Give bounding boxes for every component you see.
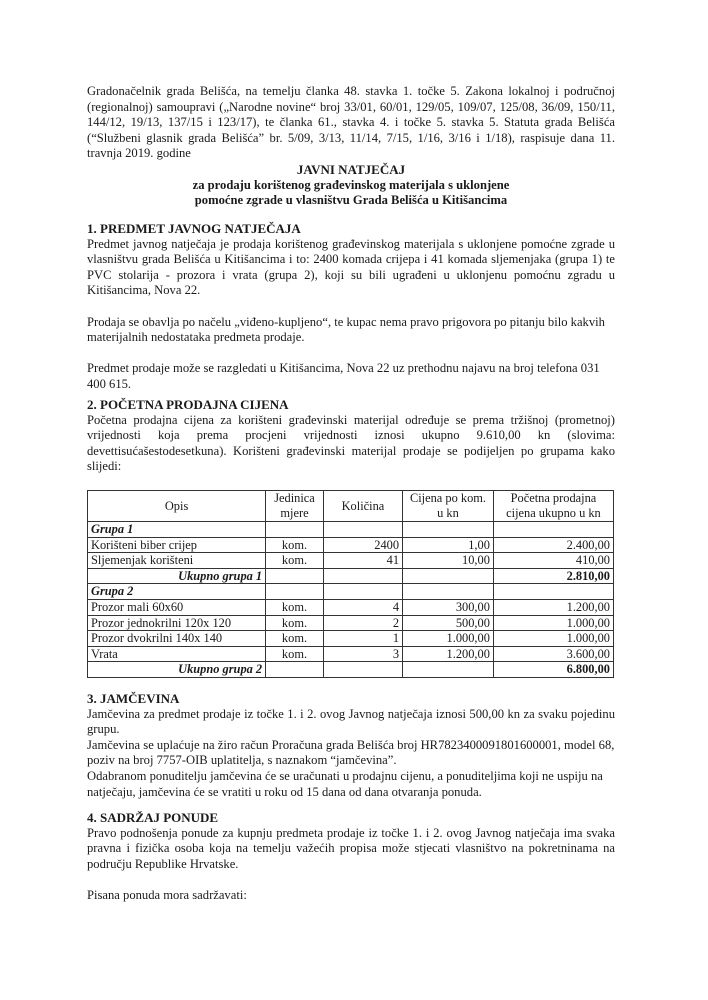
section-3-heading: 3. JAMČEVINA	[87, 691, 180, 706]
intro-paragraph: Gradonačelnik grada Belišća, na temelju članka 48. stavka 1. točke 5. Zakona lokalnoj i područnoj (regionalnoj) samoupravi („Narodne novine“ broj 33/01, 60/01, 129/05, 109/07, 125/08, 36/09, 150/11, 144/12, 19/13, 137/15 i 123/17), te članka 61., stavka 4. i točke 5. stavka 5. Statuta grada Belišća (“Službeni glasnik grada Belišća” br. 5/09, 3/13, 11/14, 7/15, 1/16, 3/16 i 1/18), raspisuje dana 11. travnja 2019. godine	[87, 84, 615, 161]
group-row	[88, 584, 614, 600]
section-1-heading: 1. PREDMET JAVNOG NATJEČAJA	[87, 221, 301, 236]
table-header-row	[88, 491, 614, 522]
cell-jm: kom.	[266, 599, 324, 615]
total-label: Ukupno grupa 1	[88, 568, 266, 584]
title-subtitle-line1: za prodaju korištenog građevinskog materijala s uklonjene	[192, 177, 510, 192]
cell-opis: Prozor dvokrilni 140x 140	[88, 631, 266, 647]
cell-kolicina: 1	[323, 631, 402, 647]
section-2-heading: 2. POČETNA PRODAJNA CIJENA	[87, 397, 289, 412]
cell-cijena: 1,00	[403, 537, 494, 553]
cell-opis: Vrata	[88, 646, 266, 662]
section-4-paragraph-2: Pisana ponuda mora sadržavati:	[87, 887, 247, 902]
cell-ukupno: 3.600,00	[493, 646, 613, 662]
cell-opis: Sljemenjak korišteni	[88, 553, 266, 569]
cell-opis: Prozor jednokrilni 120x 120	[88, 615, 266, 631]
table-row	[88, 615, 614, 631]
cell-ukupno: 1.000,00	[493, 615, 613, 631]
section-4	[87, 810, 615, 904]
cell-kolicina: 3	[323, 646, 402, 662]
cell-jm: kom.	[266, 615, 324, 631]
title-main: JAVNI NATJEČAJ	[296, 162, 406, 177]
group-label: Grupa 1	[88, 522, 266, 538]
cell-opis: Korišteni biber crijep	[88, 537, 266, 553]
cell-jm: kom.	[266, 646, 324, 662]
cell-jm: kom.	[266, 537, 324, 553]
group-row	[88, 522, 614, 538]
total-label: Ukupno grupa 2	[88, 662, 266, 678]
section-1-paragraph-2: Prodaja se obavlja po načelu „viđeno-kupljeno“, te kupac nema pravo prigovora po pitanju bilo kakvih materijalnih nedostataka predmeta prodaje.	[87, 314, 605, 345]
cell-ukupno: 410,00	[493, 553, 613, 569]
cell-ukupno: 2.400,00	[493, 537, 613, 553]
cell-cijena: 1.000,00	[403, 631, 494, 647]
cell-cijena: 300,00	[403, 599, 494, 615]
cell-kolicina: 4	[323, 599, 402, 615]
col-header-kolicina: Količina	[323, 491, 402, 522]
group-label: Grupa 2	[88, 584, 266, 600]
cell-kolicina: 41	[323, 553, 402, 569]
section-3-paragraph-2: Jamčevina se uplaćuje na žiro račun Proračuna grada Belišća broj HR7823400091801600001, model 68, poziv na broj 7757-OIB uplatitelja, s naznakom “jamčevina”.	[87, 737, 615, 768]
section-4-heading: 4. SADRŽAJ PONUDE	[87, 810, 219, 825]
total-value: 2.810,00	[493, 568, 613, 584]
section-1	[87, 221, 615, 393]
section-1-paragraph-1: Predmet javnog natječaja je prodaja korištenog građevinskog materijala s uklonjene pomoćne zgrade u vlasništvu grada Belišća u Kitišancima i to: 2400 komada crijepa i 41 komada sljemenjaka (grupa 1) te PVC stolarija - prozora i vrata (grupa 2), koji su bili ugrađeni u uklonjenu pomoćnu zgradu u Kitišancima, Nova 22.	[87, 236, 615, 298]
cell-cijena: 500,00	[403, 615, 494, 631]
cell-cijena: 1.200,00	[403, 646, 494, 662]
table-row	[88, 553, 614, 569]
col-header-opis: Opis	[88, 491, 266, 522]
table-row	[88, 631, 614, 647]
col-header-jedinica: Jedinica mjere	[266, 491, 324, 522]
section-1-paragraph-3: Predmet prodaje može se razgledati u Kitišancima, Nova 22 uz prethodnu najavu na broj telefona 031 400 615.	[87, 361, 600, 391]
cell-cijena: 10,00	[403, 553, 494, 569]
total-row	[88, 662, 614, 678]
title-subtitle-line2: pomoćne zgrade u vlasništvu Grada Belišća u Kitišancima	[194, 193, 508, 207]
total-row	[88, 568, 614, 584]
table-row	[88, 537, 614, 553]
table-row	[88, 599, 614, 615]
cell-kolicina: 2400	[323, 537, 402, 553]
table-row	[88, 646, 614, 662]
cell-ukupno: 1.200,00	[493, 599, 613, 615]
section-4-paragraph-1: Pravo podnošenja ponude za kupnju predmeta prodaje iz točke 1. i 2. ovog Javnog natječaja ima svaka pravna i fizička osoba koja na temelju važećih propisa može stjecati vlasništvo na pokretninama na području Republike Hrvatske.	[87, 825, 615, 871]
section-2	[87, 397, 615, 475]
cell-opis: Prozor mali 60x60	[88, 599, 266, 615]
price-table	[87, 490, 614, 678]
section-3-paragraph-3: Odabranom ponuditelju jamčevina će se uračunati u prodajnu cijenu, a ponuditeljima koji ne uspiju na natječaju, jamčevina će se vratiti u roku od 15 dana od dana otvaranja ponuda.	[87, 768, 603, 799]
section-3	[87, 691, 615, 800]
cell-jm: kom.	[266, 631, 324, 647]
cell-kolicina: 2	[323, 615, 402, 631]
col-header-ukupno: Početna prodajna cijena ukupno u kn	[493, 491, 613, 522]
section-2-paragraph-1: Početna prodajna cijena za korišteni građevinski materijal određuje se prema tržišnoj (prometnoj) vrijednosti koja prema procjeni vrijednosti iznosi ukupno 9.610,00 kn (slovima: devettisućašestodesetkuna). Korišteni građevinski materijal prodaje se podijeljen po grupama kako slijedi:	[87, 412, 615, 474]
cell-jm: kom.	[266, 553, 324, 569]
section-3-paragraph-1: Jamčevina za predmet prodaje iz točke 1. i 2. ovog Javnog natječaja iznosi 500,00 kn za svaku pojedinu grupu.	[87, 706, 615, 737]
cell-ukupno: 1.000,00	[493, 631, 613, 647]
total-value: 6.800,00	[493, 662, 613, 678]
document-title	[87, 162, 615, 209]
col-header-cijena: Cijena po kom. u kn	[403, 491, 494, 522]
